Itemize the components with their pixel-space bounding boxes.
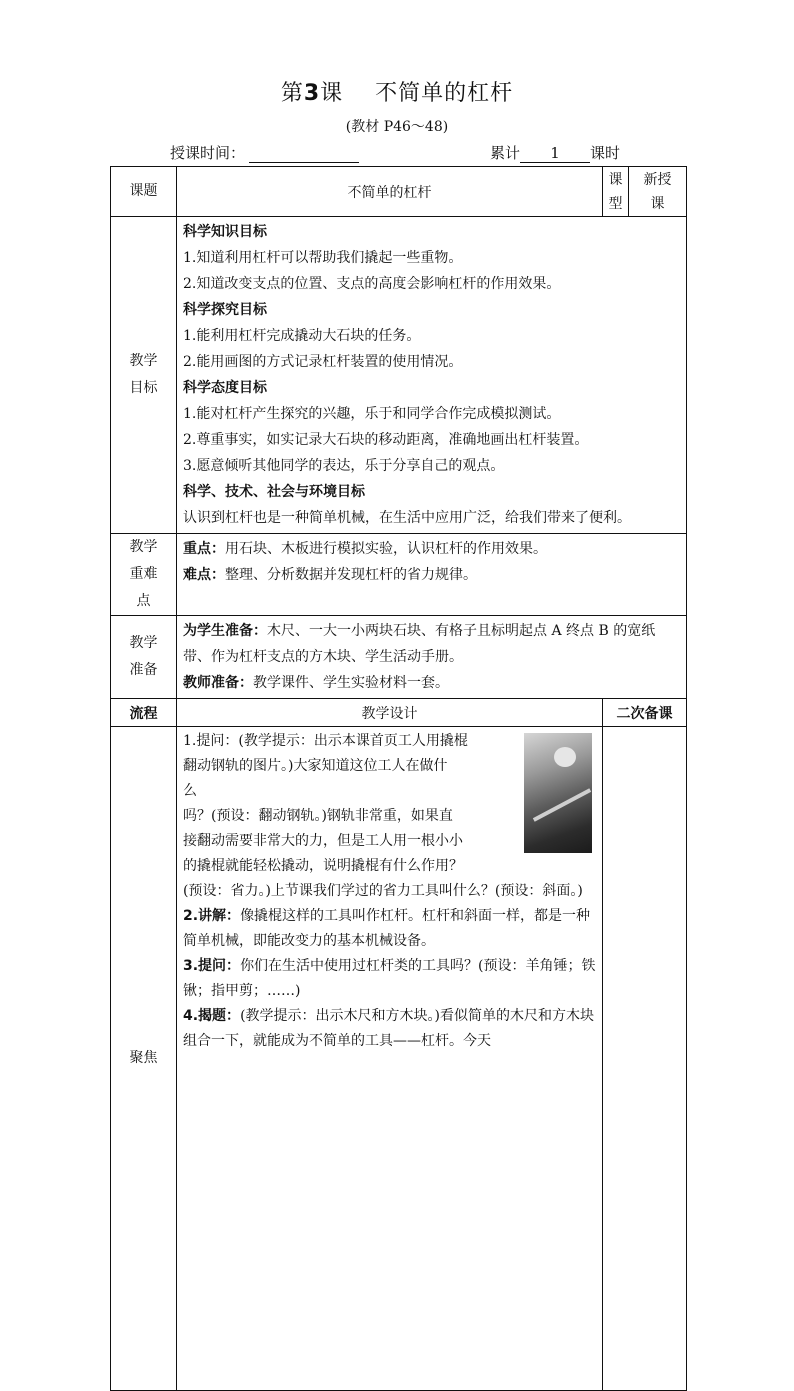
goal-heading: 科学探究目标 — [183, 302, 267, 318]
row-header — [111, 699, 687, 727]
reveal-4-text: (教学提示：出示木尺和方木块。)看似简单的木尺和方木块组合一下，就能成为不简单的工具——杠杆。今天 — [183, 1008, 594, 1049]
goal-item: 1.能对杠杆产生探究的兴趣，乐于和同学合作完成模拟测试。 — [183, 406, 561, 422]
row-topic — [111, 167, 687, 217]
difficulty-label: 难点： — [183, 567, 225, 583]
question-1-line: 接翻动需要非常大的力，但是工人用一根小小 — [183, 833, 463, 849]
preparation-content — [177, 616, 687, 699]
key-points-content — [177, 534, 687, 616]
question-1-line: 吗？(预设：翻动钢轨。)钢轨非常重，如果直 — [183, 808, 453, 824]
preparation-label: 教学准备 — [111, 616, 177, 699]
lesson-title — [0, 76, 794, 107]
lesson-time-blank — [249, 146, 359, 163]
student-prep-label: 为学生准备： — [183, 623, 267, 639]
teacher-prep-text: 教学课件、学生实验材料一套。 — [253, 675, 449, 691]
student-prep-text: 木尺、一大一小两块石块、有格子且标明起点 A 终点 B 的宽纸带、作为杠杆支点的方木块、学生活动手册。 — [183, 623, 656, 665]
lesson-meta — [0, 142, 794, 162]
goal-item: 1.知道利用杠杆可以帮助我们撬起一些重物。 — [183, 250, 463, 266]
focus-label: 聚焦 — [111, 727, 177, 1391]
question-1-lines — [183, 729, 506, 879]
col-second-prep-header: 二次备课 — [603, 699, 687, 727]
title-mid: 课 — [320, 81, 344, 106]
question-1-line: 的撬棍就能轻松撬动，说明撬棍有什么作用？ — [183, 858, 463, 874]
focus-text — [177, 727, 602, 1374]
type-value: 新授课 — [629, 167, 687, 217]
teacher-prep-label: 教师准备： — [183, 675, 253, 691]
worker-figure — [554, 747, 576, 767]
lesson-total — [490, 142, 620, 163]
explain-2 — [183, 904, 596, 954]
difficulty-text: 整理、分析数据并发现杠杆的省力规律。 — [225, 567, 477, 583]
question-1-line: 翻动钢轨的图片。)大家知道这位工人在做什 — [183, 758, 448, 774]
key-point-line — [183, 536, 682, 562]
topic-label: 课题 — [111, 167, 177, 217]
row-key-points — [111, 534, 687, 616]
lesson-time — [170, 142, 359, 163]
goal-heading: 科学态度目标 — [183, 380, 267, 396]
col-design-header: 教学设计 — [177, 699, 603, 727]
key-points-label: 教学重难点 — [111, 534, 177, 616]
total-label: 累计 — [490, 144, 521, 162]
question-3-text: 你们在生活中使用过杠杆类的工具吗？(预设：羊角锤；铁锹；指甲剪；……) — [183, 958, 596, 999]
goals-list — [183, 219, 682, 531]
goal-item: 2.知道改变支点的位置、支点的高度会影响杠杆的作用效果。 — [183, 276, 561, 292]
total-value: 1 — [520, 144, 590, 163]
goal-item: 认识到杠杆也是一种简单机械，在生活中应用广泛，给我们带来了便利。 — [183, 510, 631, 526]
teacher-prep — [183, 670, 682, 696]
student-prep — [183, 618, 682, 670]
goal-item: 3.愿意倾听其他同学的表达，乐于分享自己的观点。 — [183, 458, 505, 474]
crowbar-figure — [533, 788, 591, 822]
goal-item: 2.尊重事实，如实记录大石块的移动距离，准确地画出杠杆装置。 — [183, 432, 589, 448]
goals-label: 教学目标 — [111, 217, 177, 534]
key-point-text: 用石块、木板进行模拟实验，认识杠杆的作用效果。 — [225, 541, 547, 557]
key-point-label: 重点： — [183, 541, 225, 557]
row-focus — [111, 727, 687, 1391]
lesson-time-label: 授课时间： — [170, 144, 246, 162]
second-prep-cell — [603, 727, 687, 1391]
lesson-name: 不简单的杠杆 — [375, 81, 514, 106]
lesson-plan-table — [110, 166, 687, 1391]
goal-item: 1.能利用杠杆完成撬动大石块的任务。 — [183, 328, 421, 344]
question-3-label: 3.提问： — [183, 958, 241, 974]
goal-heading: 科学、技术、社会与环境目标 — [183, 484, 365, 500]
explain-2-text: 像撬棍这样的工具叫作杠杆。杠杆和斜面一样，都是一种简单机械，即能改变力的基本机械设备。 — [183, 908, 591, 949]
row-goals — [111, 217, 687, 534]
topic-value: 不简单的杠杆 — [177, 167, 603, 217]
total-unit: 课时 — [590, 144, 621, 162]
goal-heading: 科学知识目标 — [183, 224, 267, 240]
col-flow-header: 流程 — [111, 699, 177, 727]
question-1-line: 么 — [183, 783, 197, 799]
focus-content — [177, 727, 603, 1391]
textbook-pages: (教材 P46～48) — [345, 119, 449, 135]
lesson-number: 3 — [303, 81, 321, 106]
reveal-4 — [183, 1004, 596, 1054]
goal-item: 2.能用画图的方式记录杠杆装置的使用情况。 — [183, 354, 463, 370]
worker-crowbar-photo — [524, 733, 592, 853]
difficulty-line — [183, 562, 682, 588]
question-1-tail: (预设：省力。)上节课我们学过的省力工具叫什么？(预设：斜面。) — [183, 883, 583, 899]
explain-2-label: 2.讲解： — [183, 908, 241, 924]
question-3 — [183, 954, 596, 1004]
reveal-4-label: 4.揭题： — [183, 1008, 241, 1024]
title-prefix: 第 — [280, 81, 304, 106]
goals-content — [177, 217, 687, 534]
question-1-line: 1.提问：(教学提示：出示本课首页工人用撬棍 — [183, 733, 468, 749]
row-preparation — [111, 616, 687, 699]
type-label: 课型 — [603, 167, 629, 217]
